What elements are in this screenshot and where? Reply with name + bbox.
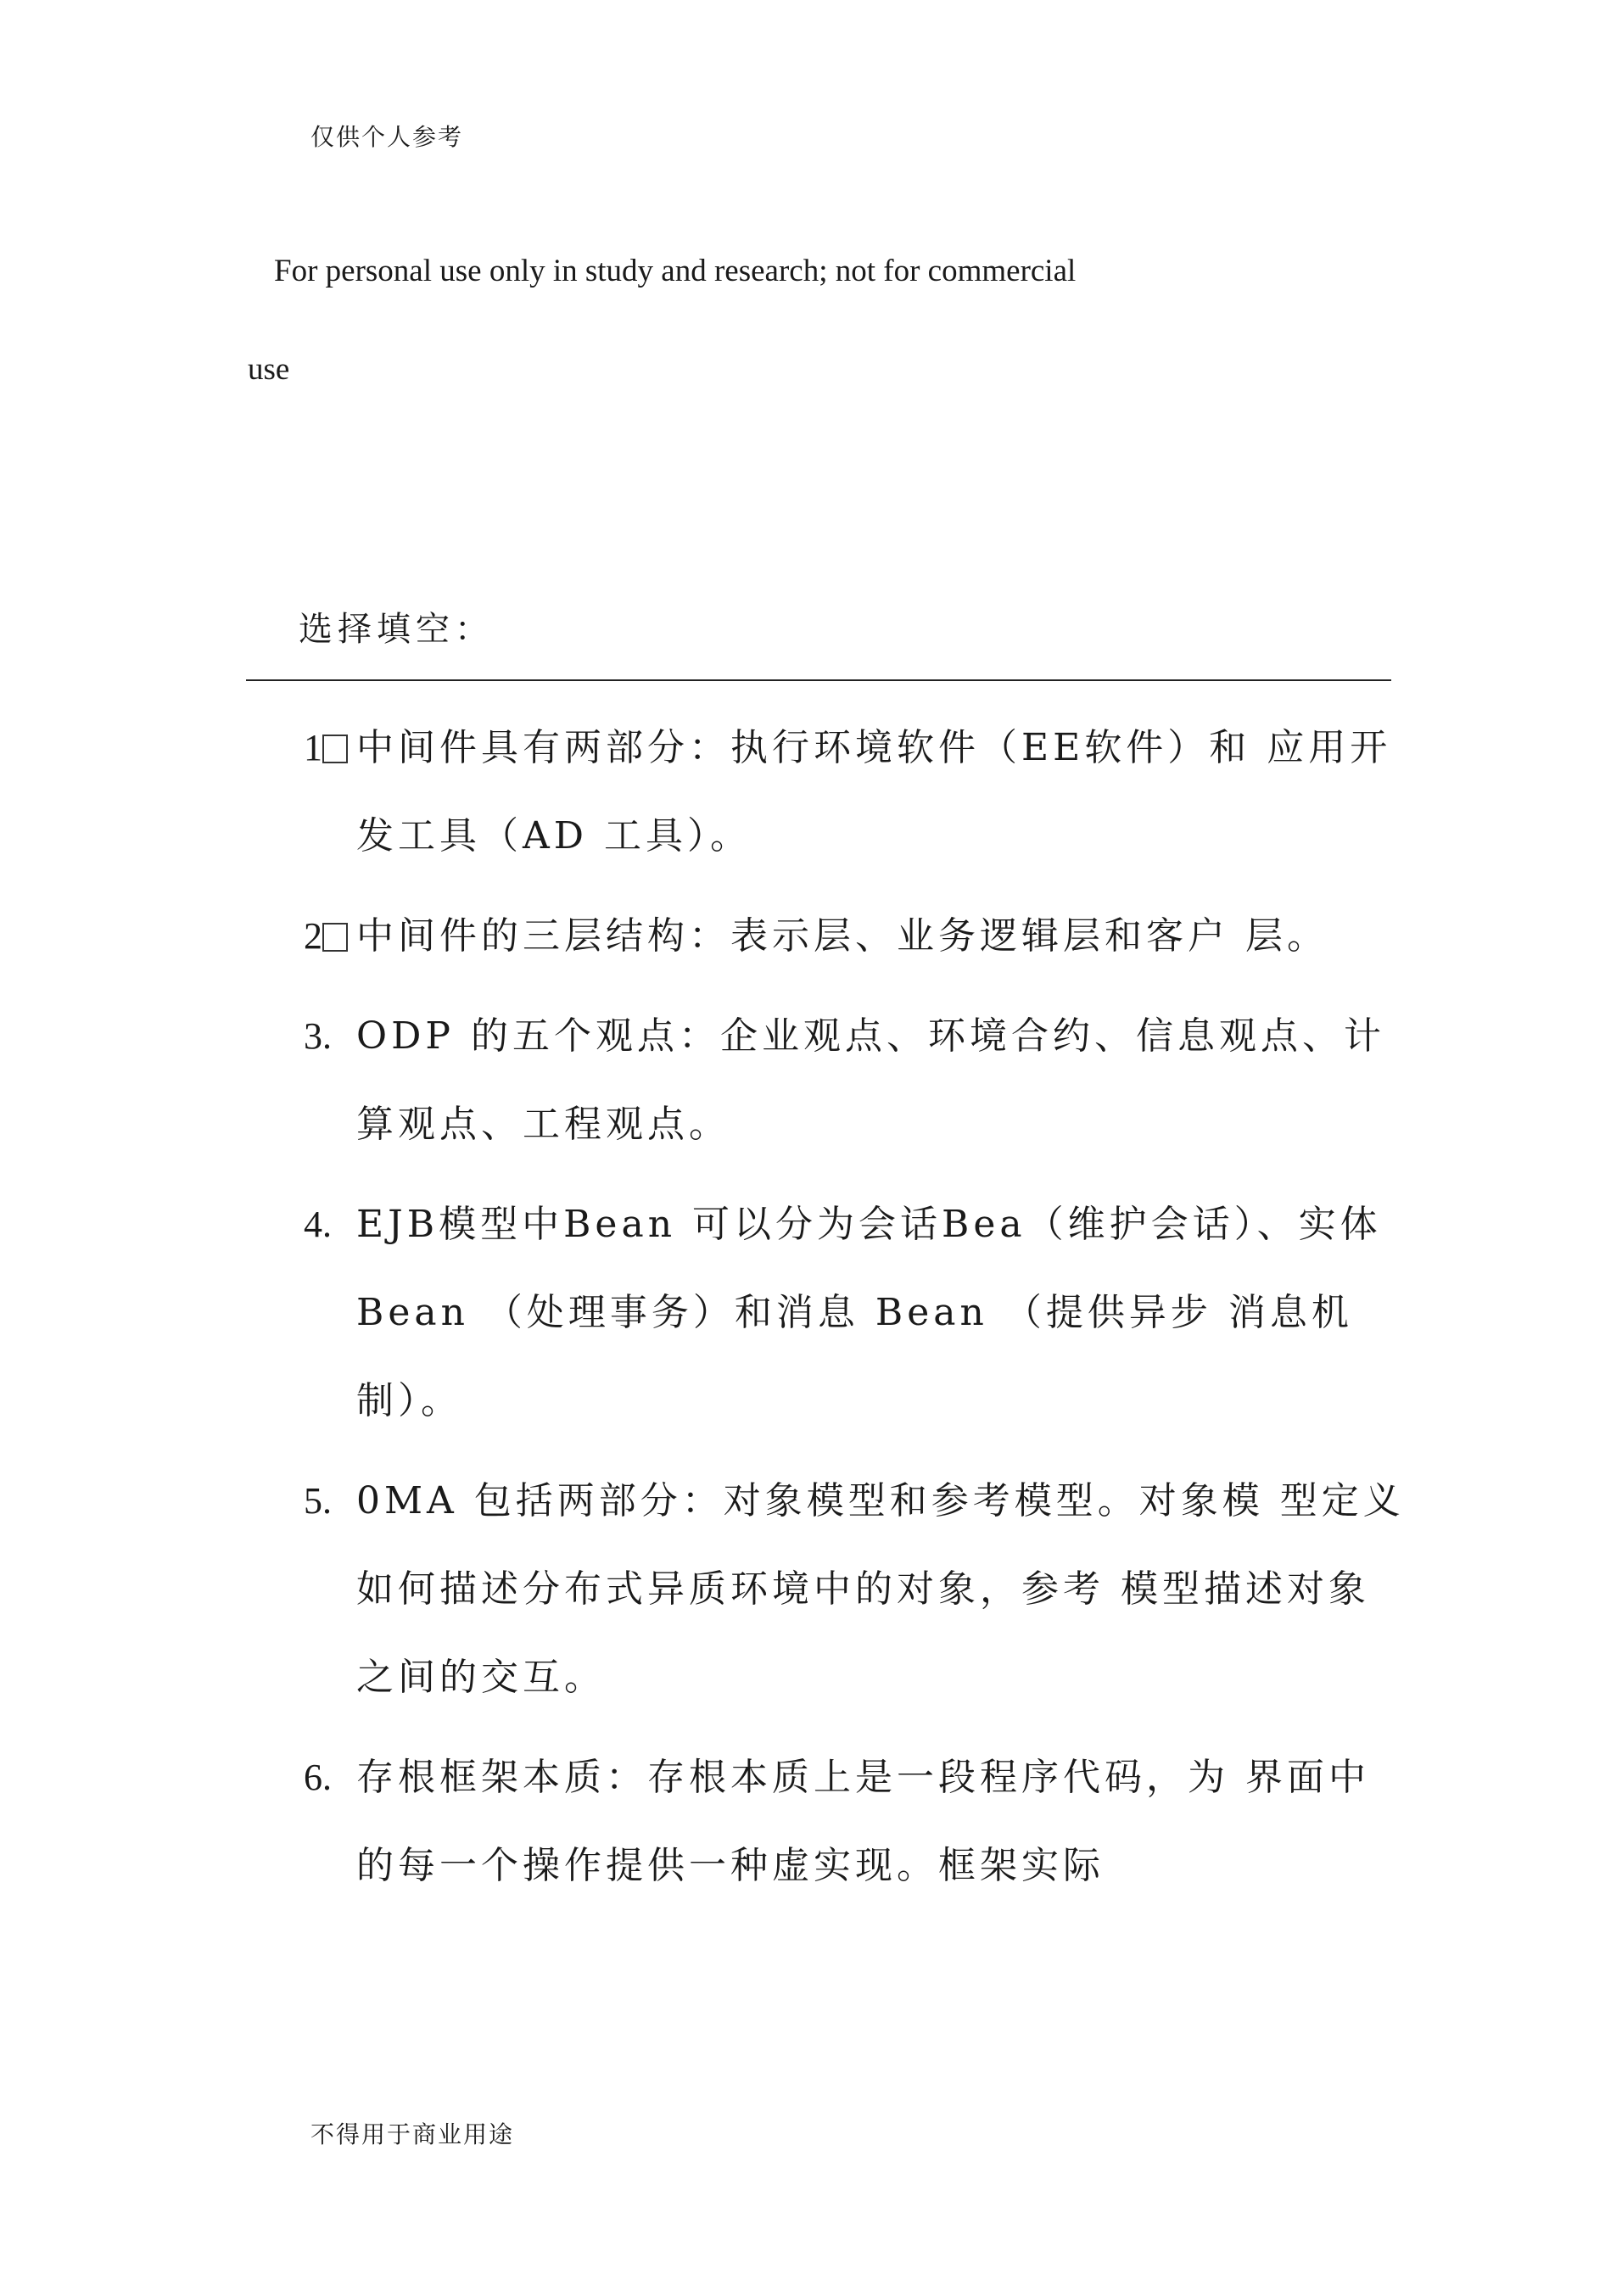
header-note: 仅供个人参考	[310, 123, 464, 151]
footer-note: 不得用于商业用途	[310, 2120, 515, 2148]
item-number: 5.	[304, 1480, 332, 1522]
missing-glyph-box	[322, 923, 348, 952]
item-text: 0MA 包括两部分：对象模型和参考模型。对象模 型定义如何描述分布式异质环境中的对象，参考 模型描述对象之间的交互。	[356, 1479, 1405, 1699]
item-number: 1	[304, 704, 336, 792]
item-text: EJB模型中Bean 可以分为会话Bea（维护会话）、实体Bean （处理事务）和消息 Bean （提供异步 消息机制）。	[356, 1203, 1382, 1422]
disclaimer-line-2: use	[248, 352, 290, 387]
item-number: 3.	[304, 1015, 332, 1057]
list-item	[304, 704, 1407, 880]
list-item	[304, 1457, 1407, 1722]
list-item	[304, 1734, 1407, 1910]
item-number: 2	[304, 892, 336, 980]
item-text: 存根框架本质：存根本质上是一段程序代码，为 界面中的每一个操作提供一种虚实现。框架实际	[356, 1756, 1370, 1887]
item-text: 中间件具有两部分：执行环境软件（EE软件）和 应用开发工具（AD 工具）。	[356, 726, 1392, 858]
disclaimer-line-1: For personal use only in study and research; not for commercial	[274, 254, 1077, 288]
item-number: 4.	[304, 1204, 332, 1245]
horizontal-divider	[246, 679, 1391, 681]
item-text: 中间件的三层结构：表示层、业务逻辑层和客户 层。	[356, 914, 1328, 958]
item-number: 6.	[304, 1757, 332, 1798]
list-item	[304, 992, 1407, 1169]
item-text: ODP 的五个观点：企业观点、环境合约、信息观点、计算观点、工程观点。	[356, 1014, 1385, 1146]
section-title: 选择填空：	[299, 610, 494, 649]
missing-glyph-box	[322, 735, 348, 763]
question-list	[304, 704, 1407, 1922]
list-item	[304, 892, 1407, 980]
list-item	[304, 1181, 1407, 1445]
